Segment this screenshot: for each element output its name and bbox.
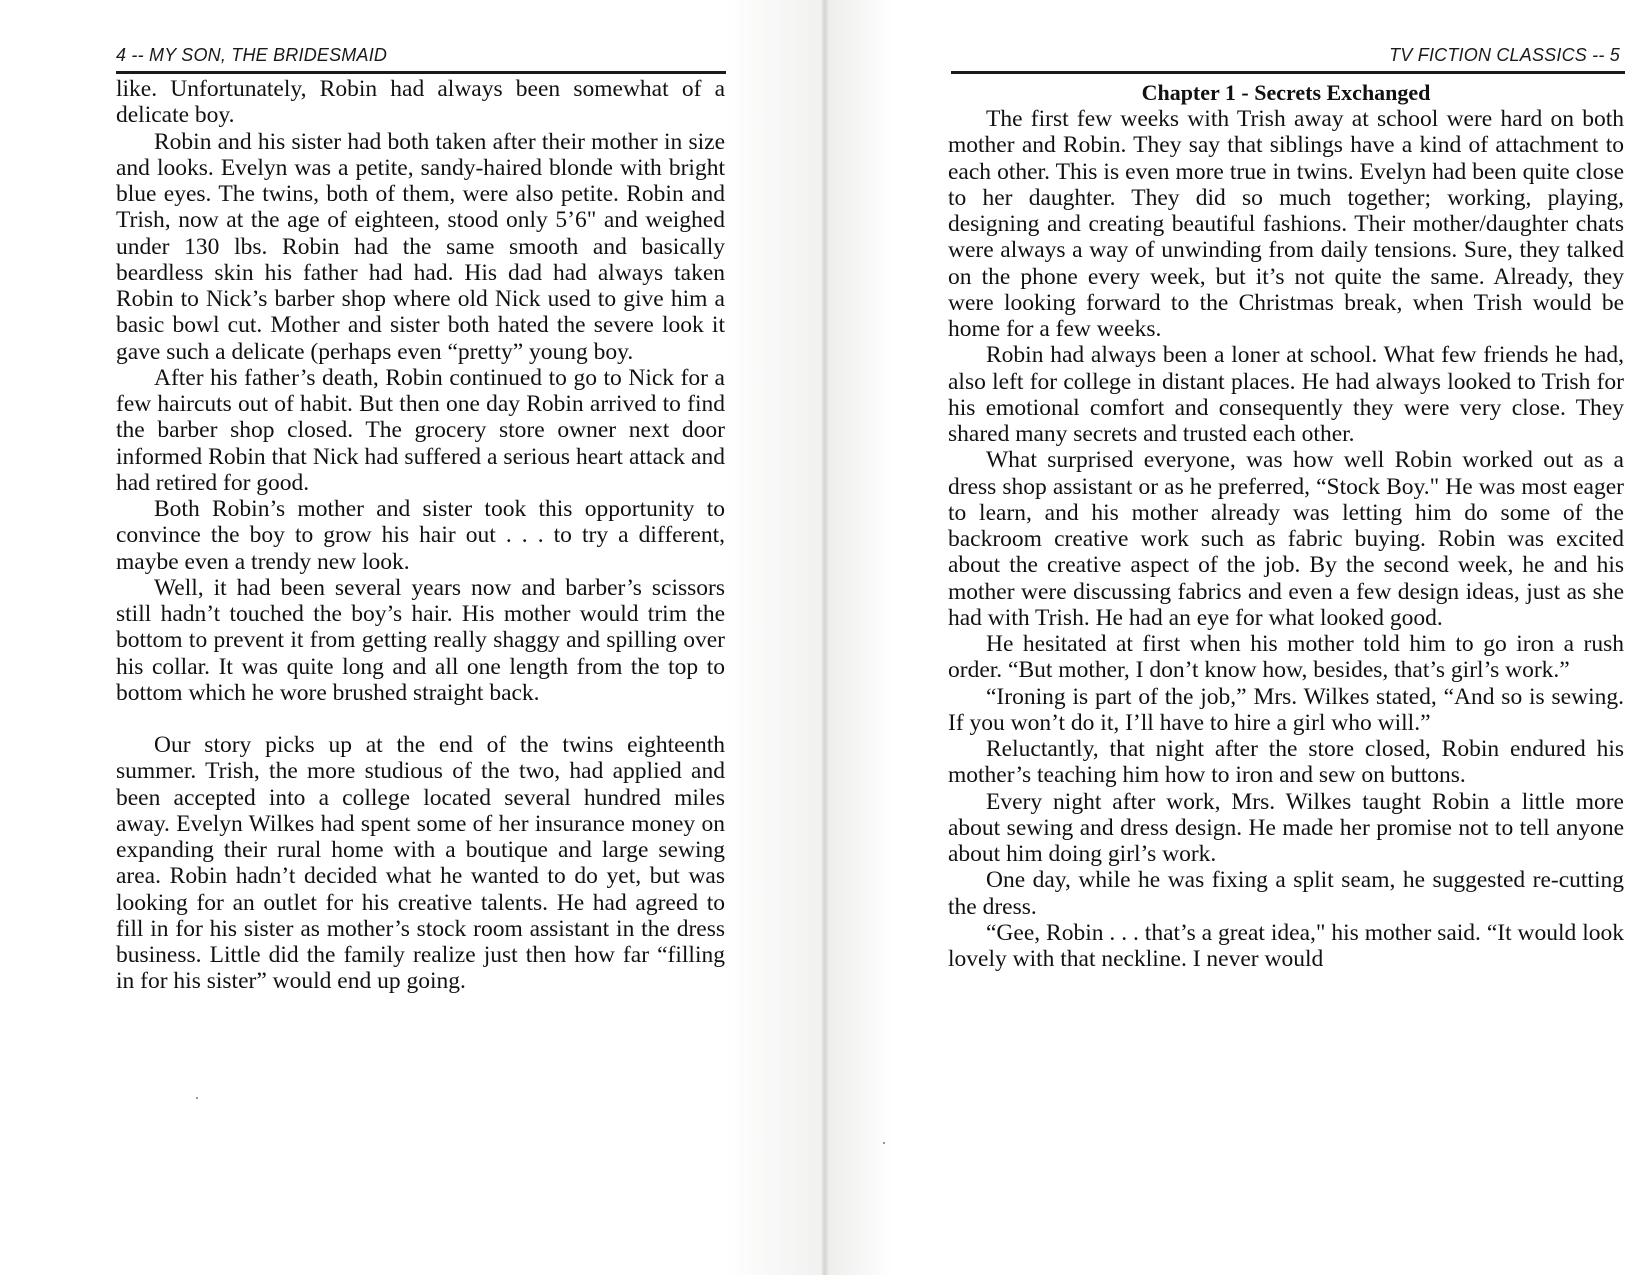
paragraph: “Gee, Robin . . . that’s a great idea," his mother said. “It would look lovely with that neckline. I never would: [948, 919, 1624, 972]
paragraph: He hesitated at first when his mother told him to go iron a rush order. “But mother, I don’t know how, besides, that’s girl’s work.”: [948, 631, 1624, 684]
left-page: [0, 0, 822, 1275]
chapter-title: Chapter 1 - Secrets Exchanged: [1141, 80, 1431, 105]
paragraph: Robin and his sister had both taken after their mother in size and looks. Evelyn was a petite, sandy-haired blonde with bright blue eyes. The twins, both of them, were also petite. Robin and Trish, now at the age of eighteen, stood only 5’6" and weighed under 130 lbs. Robin had the same smooth and basically beardless skin his father had had. His dad had always taken Robin to Nick’s barber shop where old Nick used to give him a basic bowl cut. Mother and sister both hated the severe look it gave such a delicate (perhaps even “pretty” young boy.: [116, 128, 725, 365]
paragraph: What surprised everyone, was how well Robin worked out as a dress shop assistant or as he preferred, “Stock Boy." He was most eager to learn, and his mother already was letting him do some of the backroom creative work such as fabric buying. Robin was excited about the creative aspect of the job. By the second week, he and his mother were discussing fabrics and even a few design ideas, just as she had with Trish. He had an eye for what looked good.: [948, 447, 1624, 631]
right-body-text: [948, 80, 1624, 972]
paragraph: Every night after work, Mrs. Wilkes taught Robin a little more about sewing and dress design. He made her promise not to tell anyone about him doing girl’s work.: [948, 788, 1624, 867]
right-running-head: TV FICTION CLASSICS -- 5: [1389, 45, 1620, 65]
paragraph: Both Robin’s mother and sister took this opportunity to convince the boy to grow his hair out . . . to try a different, maybe even a trendy new look.: [116, 496, 725, 575]
page-speck: [883, 1142, 885, 1144]
paragraph: The first few weeks with Trish away at school were hard on both mother and Robin. They say that siblings have a kind of attachment to each other. This is even more true in twins. Evelyn had been quite close to her daughter. They did so much together; working, playing, designing and creating beautiful fashions. Their mother/daughter chats were always a way of unwinding from daily tensions. Sure, they talked on the phone every week, but it’s not quite the same. Already, they were looking forward to the Christmas break, when Trish would be home for a few weeks.: [948, 106, 1624, 342]
page-speck: [196, 1097, 198, 1099]
paragraph: Reluctantly, that night after the store closed, Robin endured his mother’s teaching him how to iron and sew on buttons.: [948, 736, 1624, 789]
paragraph: like. Unfortunately, Robin had always been somewhat of a delicate boy.: [116, 76, 725, 129]
left-header-rule: [116, 71, 726, 74]
paragraph: One day, while he was fixing a split seam, he suggested re-cutting the dress.: [948, 867, 1624, 920]
paragraph: “Ironing is part of the job,” Mrs. Wilkes stated, “And so is sewing. If you won’t do it, I’ll have to hire a girl who will.”: [948, 683, 1624, 736]
left-body-text: [116, 76, 725, 995]
left-running-head: 4 -- MY SON, THE BRIDESMAID: [116, 45, 388, 65]
paragraph: After his father’s death, Robin continued to go to Nick for a few haircuts out of habit. But then one day Robin arrived to find the barber shop closed. The grocery store owner next door informed Robin that Nick had suffered a serious heart attack and had retired for good.: [116, 364, 725, 496]
paragraph: Well, it had been several years now and barber’s scissors still hadn’t touched the boy’s hair. His mother would trim the bottom to prevent it from getting really shaggy and spilling over his collar. It was quite long and all one length from the top to bottom which he wore brushed straight back.: [116, 574, 725, 706]
paragraph: Robin had always been a loner at school. What few friends he had, also left for college in distant places. He had always looked to Trish for his emotional comfort and consequently they were very close. They shared many secrets and trusted each other.: [948, 342, 1624, 447]
right-page: [828, 0, 1650, 1275]
paragraph: Our story picks up at the end of the twins eighteenth summer. Trish, the more studious of the two, had applied and been accepted into a college located several hundred miles away. Evelyn Wilkes had spent some of her insurance money on expanding their rural home with a boutique and large sewing area. Robin hadn’t decided what he wanted to do yet, but was looking for an outlet for his creative talents. He had agreed to fill in for his sister as mother’s stock room assistant in the dress business. Little did the family realize just then how far “filling in for his sister” would end up going.: [116, 732, 725, 995]
right-header-rule: [951, 71, 1625, 74]
